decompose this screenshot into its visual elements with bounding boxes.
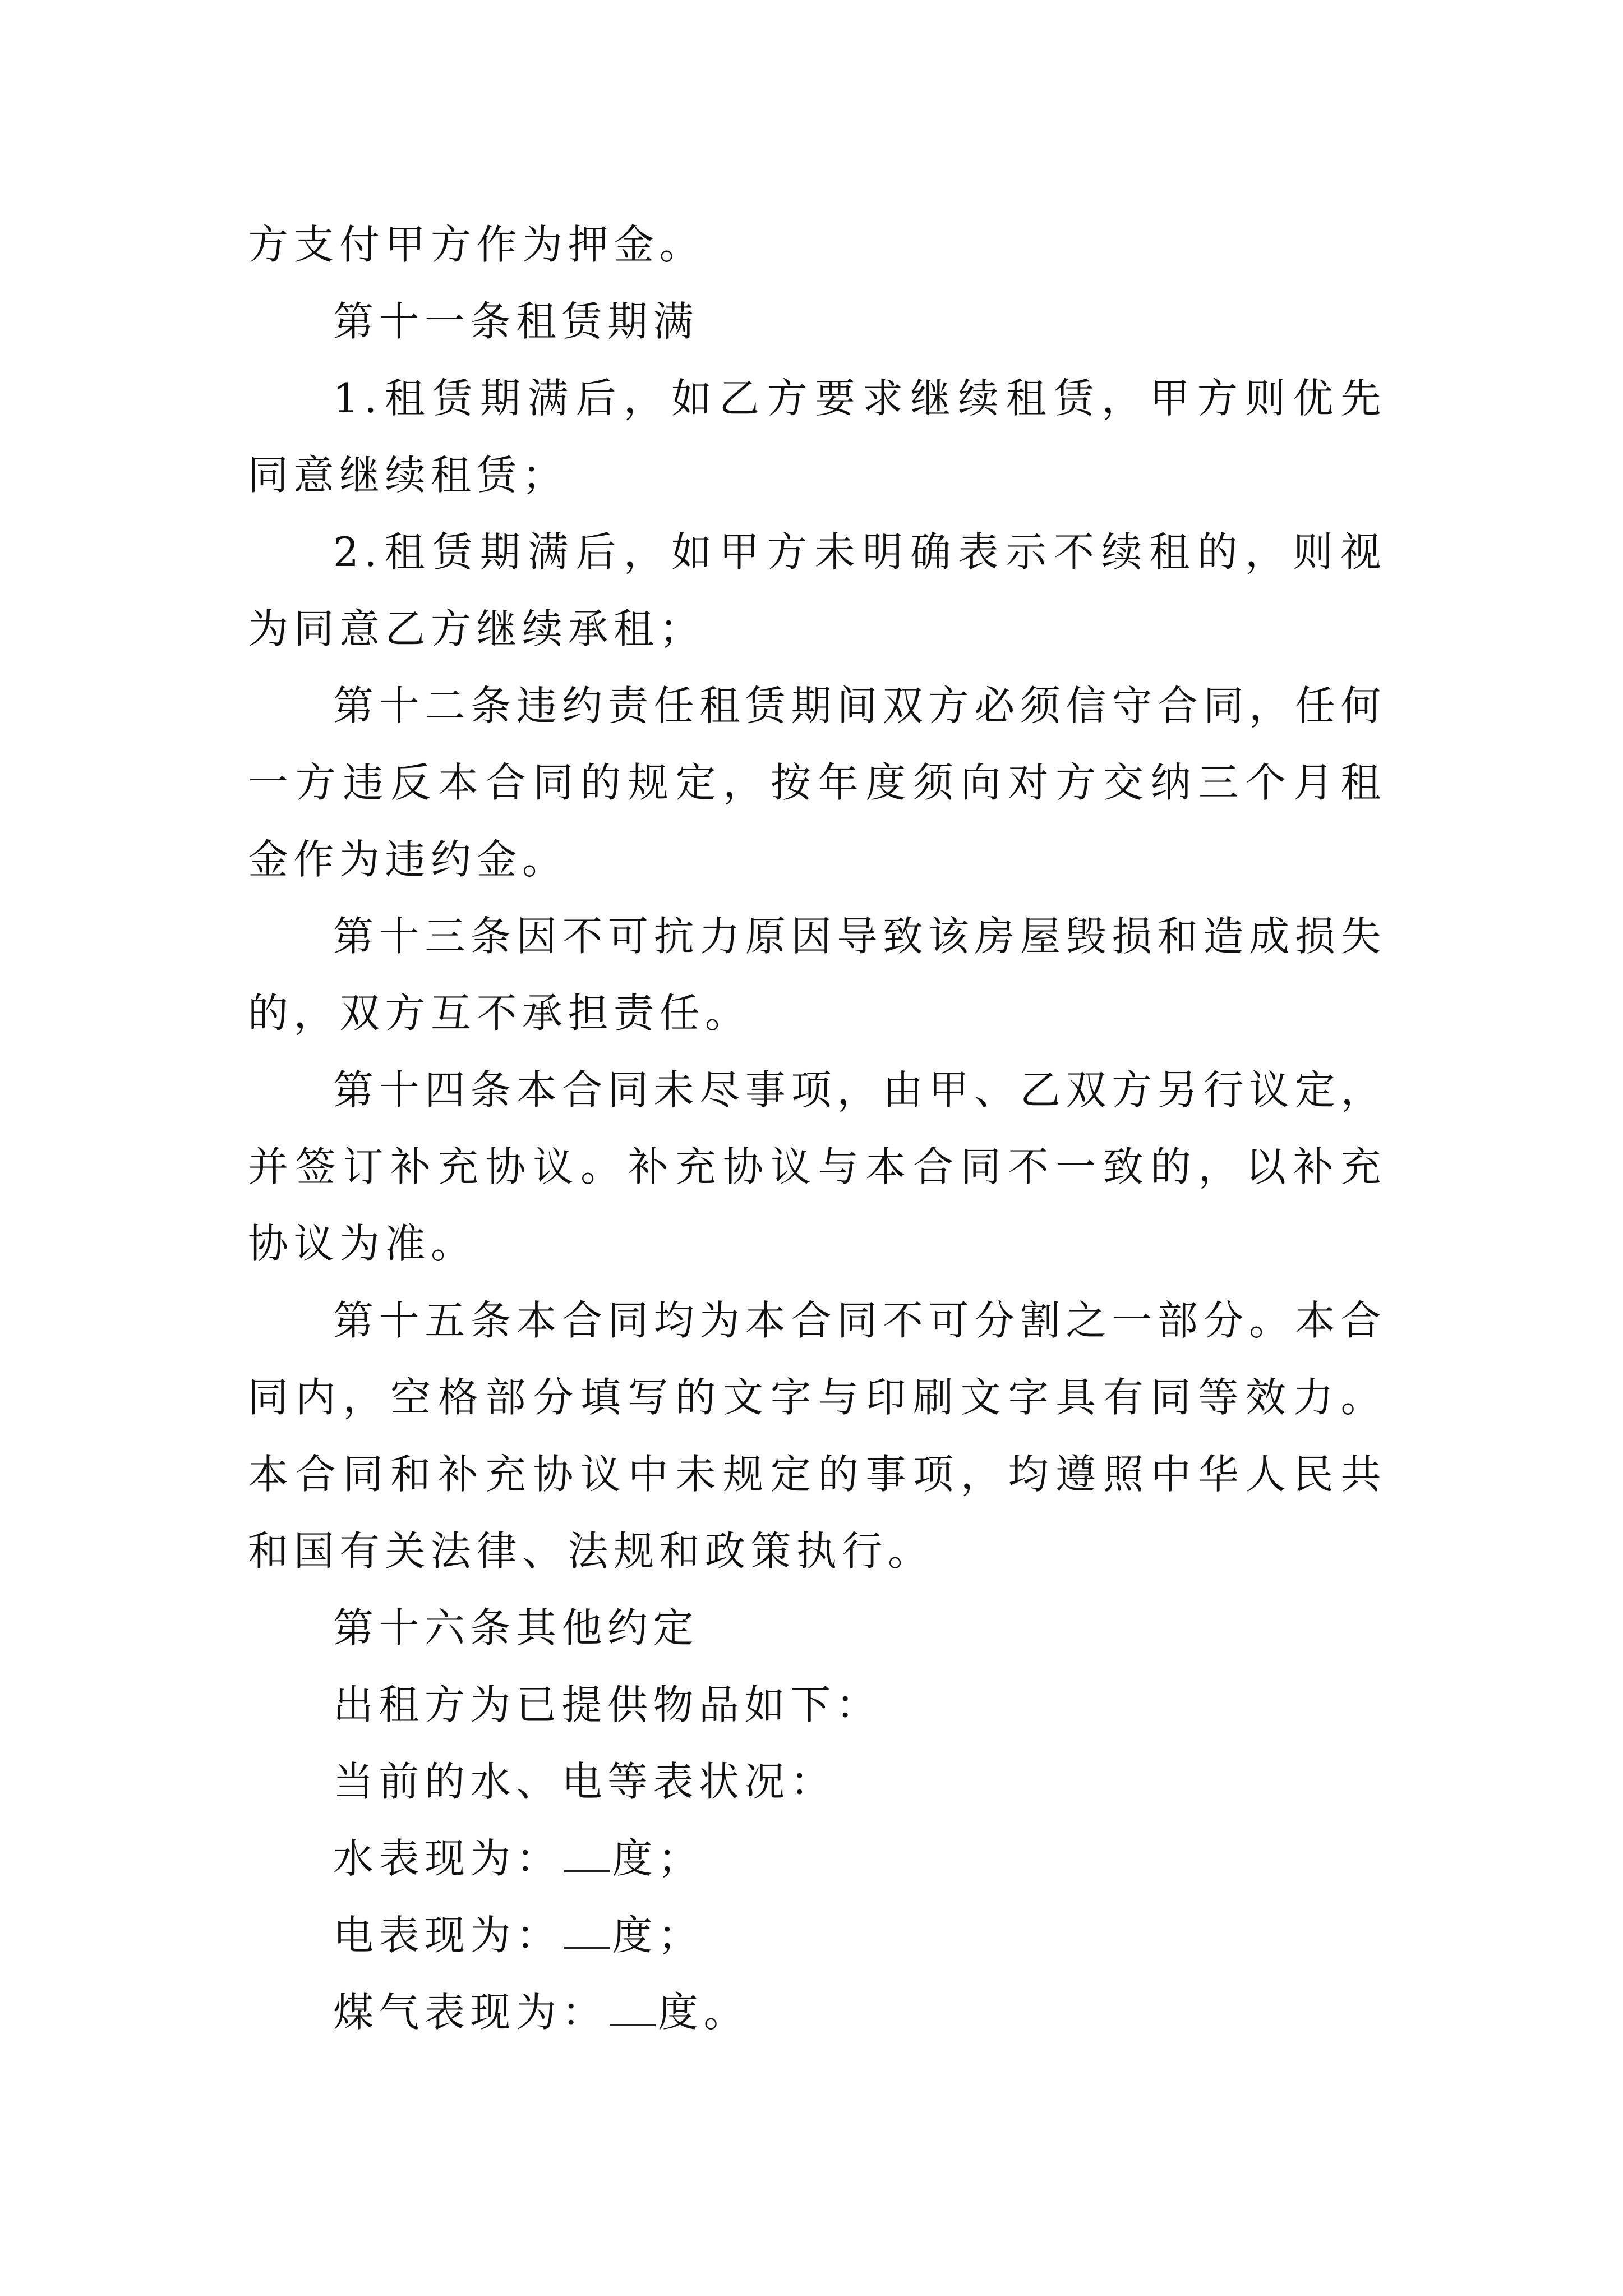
document-body [248,206,1386,2051]
article-16-heading: 第十六条其他约定 [333,1604,699,1651]
water-meter-punct: ； [658,1835,704,1882]
article-14: 第十四条本合同未尽事项，由甲、乙双方另行议定，并签订补充协议。补充协议与本合同不一致的，以补充协议为准。 [248,1066,1386,1267]
gas-meter-label: 煤气表现为： [333,1989,608,2036]
gas-meter-punct: 。 [703,1989,750,2036]
article-11-heading: 第十一条租赁期满 [333,298,699,345]
article-13: 第十三条因不可抗力原因导致该房屋毁损和造成损失的，双方互不承担责任。 [248,913,1386,1037]
gas-meter-line [248,1974,1386,2051]
electric-meter-line [248,1897,1386,1974]
water-meter-blank[interactable] [564,1837,610,1872]
provided-items-line: 出租方为已提供物品如下： [333,1681,882,1728]
gas-meter-unit: 度 [658,1989,704,2036]
electric-meter-unit: 度 [612,1912,658,1959]
meter-status-line: 当前的水、电等表状况： [333,1758,836,1805]
water-meter-unit: 度 [612,1835,658,1882]
gas-meter-blank[interactable] [610,1990,656,2026]
article-12: 第十二条违约责任租赁期间双方必须信守合同，任何一方违反本合同的规定，按年度须向对方交纳三个月租金作为违约金。 [248,682,1386,883]
electric-meter-blank[interactable] [564,1913,610,1949]
article-11-item-1: 1.租赁期满后，如乙方要求继续租赁，甲方则优先同意继续租赁； [248,375,1386,499]
electric-meter-label: 电表现为： [333,1912,562,1959]
water-meter-label: 水表现为： [333,1835,562,1882]
article-11-item-2: 2.租赁期满后，如甲方未明确表示不续租的，则视为同意乙方继续承租； [248,528,1386,652]
article-15: 第十五条本合同均为本合同不可分割之一部分。本合同内，空格部分填写的文字与印刷文字具有同等效力。本合同和补充协议中未规定的事项，均遵照中华人民共和国有关法律、法规和政策执行。 [248,1297,1386,1575]
electric-meter-punct: ； [658,1912,704,1959]
paragraph-deposit-end: 方支付甲方作为押金。 [248,221,706,268]
water-meter-line [248,1820,1386,1897]
